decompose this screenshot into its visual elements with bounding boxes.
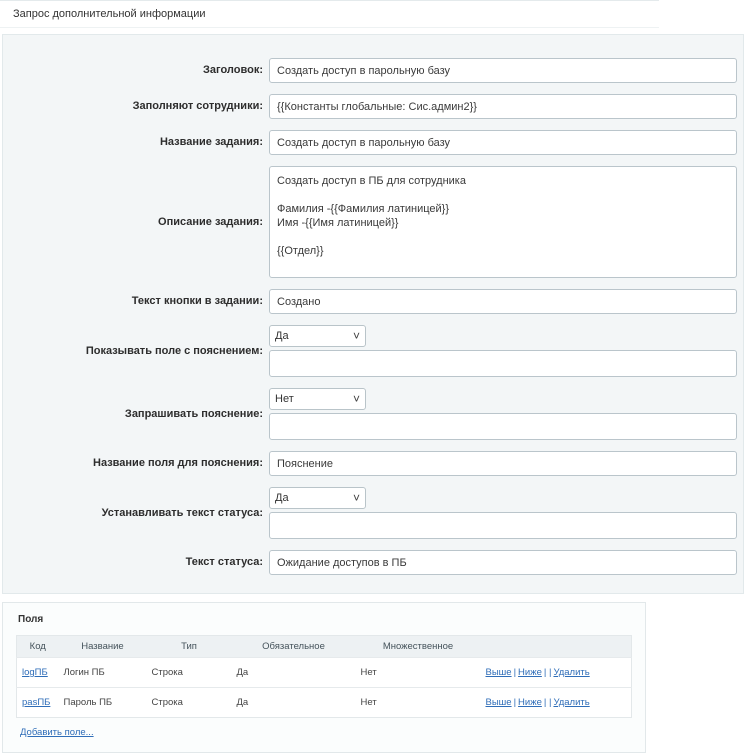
fields-table-header-row: [17, 636, 632, 658]
form-row-task-name: [3, 130, 743, 155]
move-down-link[interactable]: Ниже: [518, 667, 542, 678]
field-type-cell: Строка: [147, 658, 232, 688]
field-type-cell: Строка: [147, 688, 232, 718]
page-title-bar: [0, 0, 659, 28]
comment-field-name-label: Название поля для пояснения:: [93, 457, 263, 470]
status-text-label: Текст статуса:: [185, 556, 263, 569]
field-required-cell: Да: [232, 658, 356, 688]
show-comment-field-select-wrap: [269, 325, 366, 347]
field-multiple-cell: Нет: [356, 688, 481, 718]
column-header-multiple: Множественное: [356, 636, 481, 658]
form-row-set-status-text: [3, 487, 743, 539]
chevron-down-icon: ˅: [352, 491, 360, 505]
title-input[interactable]: [269, 58, 737, 83]
fields-section-title: Поля: [18, 614, 44, 625]
move-up-link[interactable]: Выше: [485, 697, 512, 708]
request-comment-select[interactable]: [269, 388, 366, 410]
form-row-status-text: [3, 550, 743, 575]
field-code-link[interactable]: logПБ: [22, 667, 48, 678]
form-row-request-comment: [3, 388, 743, 440]
set-status-text-select-wrap: [269, 487, 366, 509]
task-name-input[interactable]: [269, 130, 737, 155]
field-code-link[interactable]: pasПБ: [22, 697, 51, 708]
set-status-text-input[interactable]: [269, 512, 737, 539]
field-multiple-cell: Нет: [356, 658, 481, 688]
request-comment-select-wrap: [269, 388, 366, 410]
set-status-text-label: Устанавливать текст статуса:: [101, 506, 263, 519]
task-description-textarea[interactable]: [269, 166, 737, 278]
show-comment-field-select[interactable]: [269, 325, 366, 347]
move-up-link[interactable]: Выше: [485, 667, 512, 678]
page-title: Запрос дополнительной информации: [13, 8, 206, 20]
form-row-assignees: [3, 94, 743, 119]
chevron-down-icon: ˅: [352, 392, 360, 406]
show-comment-field-label: Показывать поле с пояснением:: [85, 344, 263, 357]
column-header-actions: [481, 636, 632, 658]
fields-table: [16, 635, 632, 718]
row-actions: [481, 658, 632, 688]
button-text-input[interactable]: [269, 289, 737, 314]
form-row-button-text: [3, 289, 743, 314]
request-comment-input[interactable]: [269, 413, 737, 440]
action-separator: | |: [543, 667, 552, 678]
assignees-input[interactable]: [269, 94, 737, 119]
comment-field-name-input[interactable]: [269, 451, 737, 476]
title-label: Заголовок:: [203, 64, 263, 77]
action-separator: | |: [543, 697, 552, 708]
move-down-link[interactable]: Ниже: [518, 697, 542, 708]
table-row: [17, 658, 632, 688]
table-row: [17, 688, 632, 718]
action-separator: |: [513, 667, 517, 678]
delete-link[interactable]: Удалить: [553, 667, 590, 678]
set-status-text-select[interactable]: [269, 487, 366, 509]
column-header-name: Название: [59, 636, 147, 658]
request-comment-label: Запрашивать пояснение:: [124, 407, 263, 420]
assignees-label: Заполняют сотрудники:: [132, 100, 263, 113]
add-field-link[interactable]: Добавить поле...: [20, 727, 94, 738]
task-description-label: Описание задания:: [158, 215, 263, 228]
field-name-cell: Пароль ПБ: [59, 688, 147, 718]
chevron-down-icon: ˅: [352, 329, 360, 343]
column-header-type: Тип: [147, 636, 232, 658]
request-form-panel: [2, 34, 744, 594]
delete-link[interactable]: Удалить: [553, 697, 590, 708]
form-row-show-comment-field: [3, 325, 743, 377]
form-row-comment-field-name: [3, 451, 743, 476]
show-comment-field-input[interactable]: [269, 350, 737, 377]
column-header-code: Код: [17, 636, 59, 658]
button-text-label: Текст кнопки в задании:: [131, 295, 263, 308]
form-row-title: [3, 58, 743, 83]
status-text-input[interactable]: [269, 550, 737, 575]
column-header-required: Обязательное: [232, 636, 356, 658]
row-actions: [481, 688, 632, 718]
field-required-cell: Да: [232, 688, 356, 718]
field-name-cell: Логин ПБ: [59, 658, 147, 688]
action-separator: |: [513, 697, 517, 708]
task-name-label: Название задания:: [159, 136, 263, 149]
fields-section: [2, 602, 646, 753]
form-row-task-description: [3, 166, 743, 278]
